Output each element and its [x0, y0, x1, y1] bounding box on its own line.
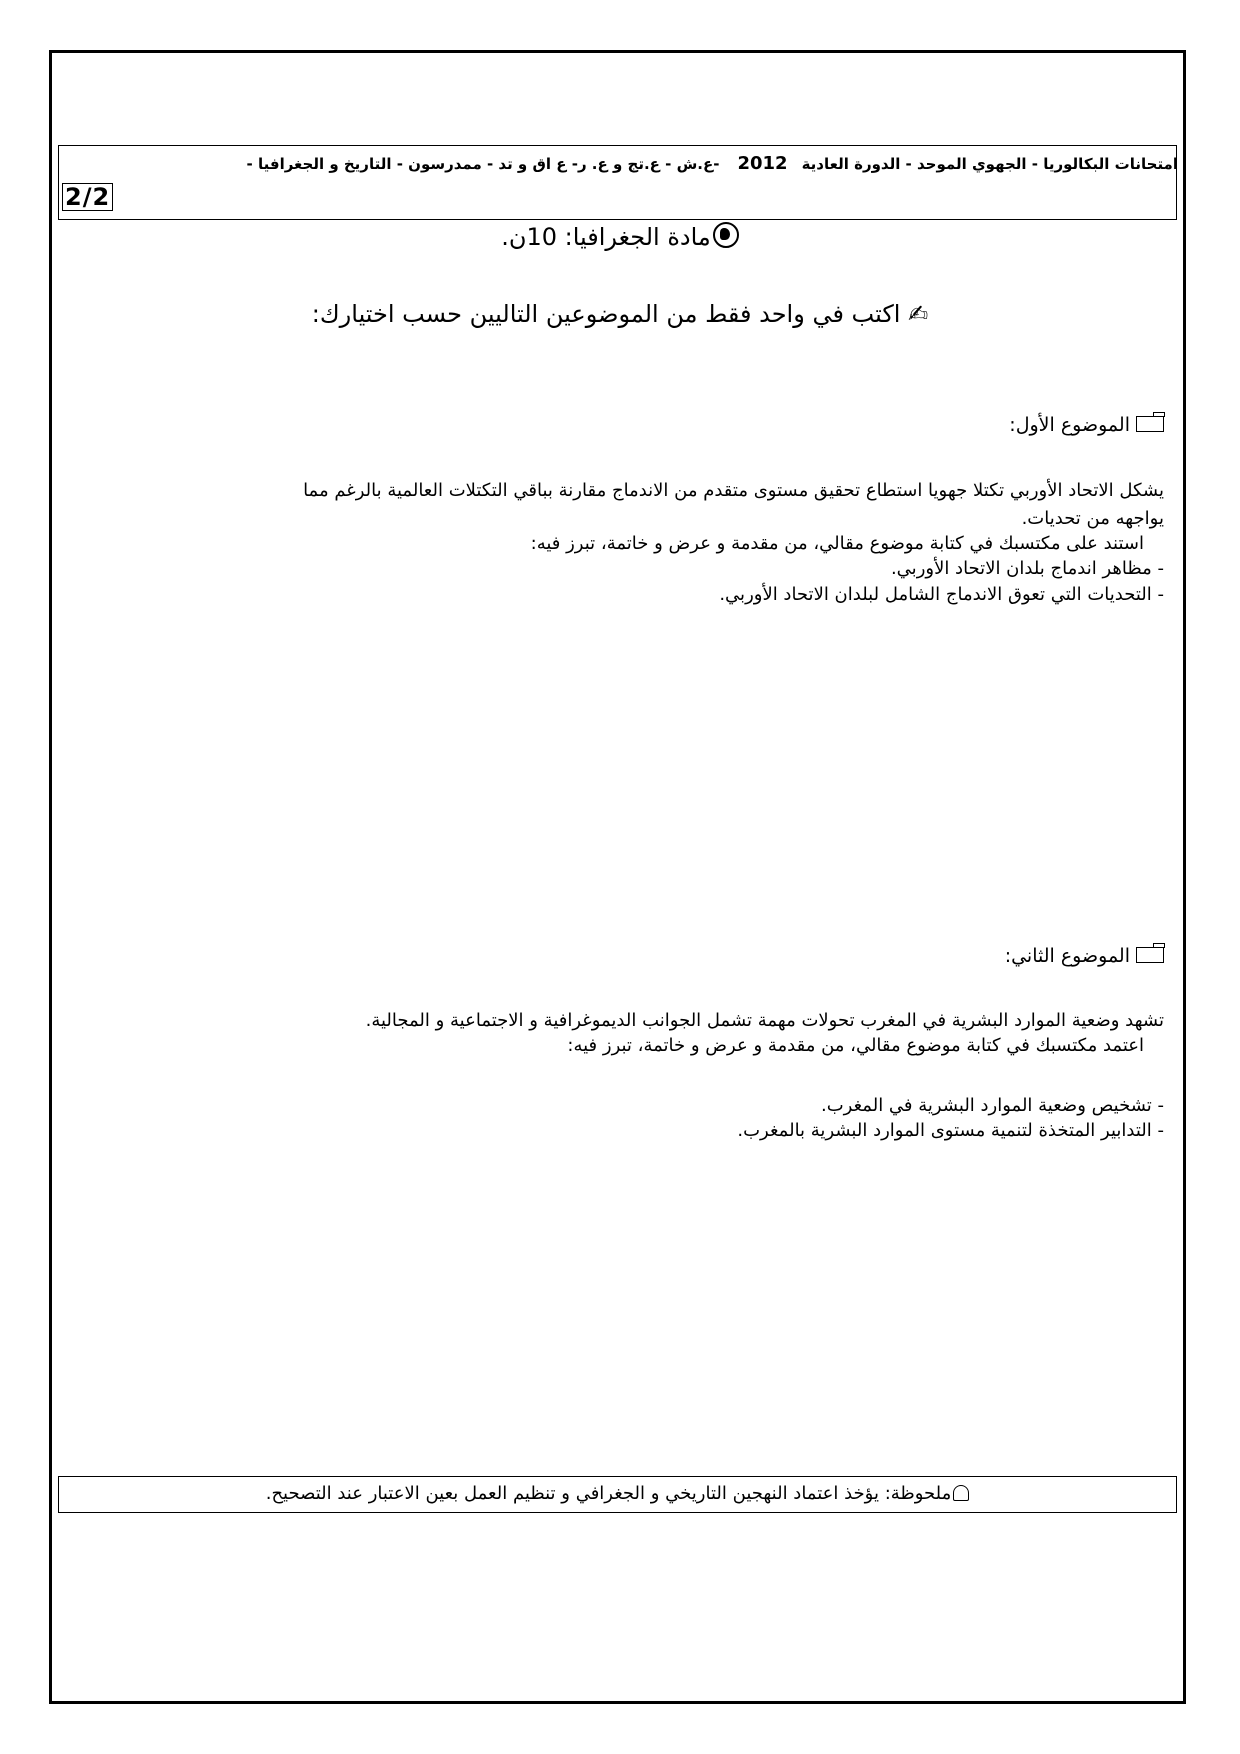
header-title-part2: -ع.ش - ع.تج و ع. ر- ع اق و تد - ممدرسون - التاريخ و الجغرافيا - — [246, 155, 720, 173]
topic1-task: استند على مكتسبك في كتابة موضوع مقالي، من مقدمة و عرض و خاتمة، تبرز فيه: — [530, 533, 1144, 554]
folder-icon — [1136, 416, 1164, 432]
topic1-point-2: - التحديات التي تعوق الاندماج الشامل لبلدان الاتحاد الأوربي. — [719, 584, 1164, 605]
topic2-heading-text: الموضوع الثاني: — [1004, 945, 1130, 967]
topic1-intro-line2: يواجهه من تحديات. — [1021, 508, 1164, 529]
header-title-part1: امتحانات البكالوريا - الجهوي الموحد - الدورة العادية — [801, 155, 1178, 173]
page-frame — [49, 50, 1186, 1704]
topic1-point-1: - مظاهر اندماج بلدان الاتحاد الأوربي. — [890, 558, 1164, 579]
page-number — [62, 183, 113, 211]
bell-icon — [953, 1485, 969, 1501]
note-box — [58, 1476, 1177, 1513]
page-number-value: 2/2 — [62, 183, 113, 211]
subject-title-text: مادة الجغرافيا: 10ن. — [501, 223, 711, 251]
writing-hand-icon: ✍ — [908, 300, 929, 328]
instruction-text: اكتب في واحد فقط من الموضوعين التاليين حسب اختيارك: — [311, 300, 901, 328]
note-text: ملحوظة: يؤخذ اعتماد النهجين التاريخي و الجغرافي و تنظيم العمل بعين الاعتبار عند التصحيح. — [265, 1483, 952, 1504]
topic2-heading — [1005, 945, 1164, 967]
topic2-intro: تشهد وضعية الموارد البشرية في المغرب تحولات مهمة تشمل الجوانب الديموغرافية و الاجتماعية و المجالية. — [365, 1010, 1164, 1031]
globe-icon — [713, 222, 739, 248]
folder-icon — [1136, 947, 1164, 963]
topic2-point-2: - التدابير المتخذة لتنمية مستوى الموارد البشرية بالمغرب. — [737, 1120, 1164, 1141]
topic1-heading — [1009, 414, 1164, 436]
topic2-point-1: - تشخيص وضعية الموارد البشرية في المغرب. — [821, 1095, 1164, 1116]
header-title — [118, 153, 1178, 174]
instruction — [0, 300, 1240, 328]
topic1-heading-text: الموضوع الأول: — [1009, 414, 1130, 436]
topic1-intro-line1: يشكل الاتحاد الأوربي تكتلا جهويا استطاع تحقيق مستوى متقدم من الاندماج مقارنة بباقي التكتلات العالمية بالرغم مما — [303, 480, 1164, 501]
header-year: 2012 — [737, 153, 788, 174]
subject-title — [0, 222, 1240, 251]
topic2-task: اعتمد مكتسبك في كتابة موضوع مقالي، من مقدمة و عرض و خاتمة، تبرز فيه: — [567, 1035, 1144, 1056]
